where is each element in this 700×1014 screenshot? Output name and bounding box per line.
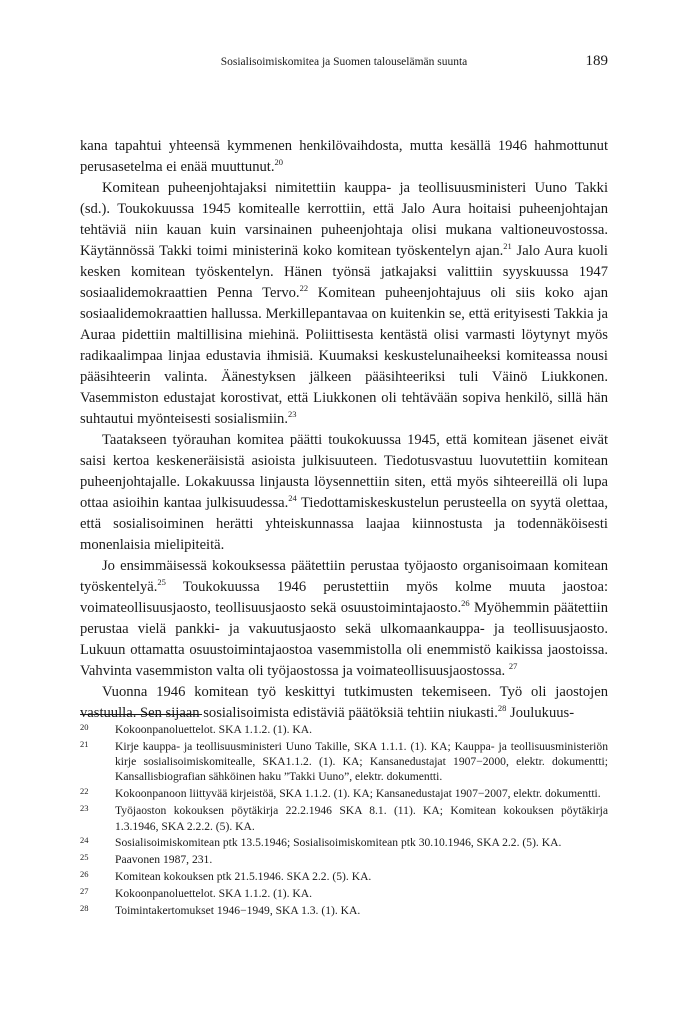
page-number: 189 [585,53,608,69]
paragraph-text: Toukokuussa 1946 perustettiin myös kolme muuta jaostoa: voimateollisuusjaosto, teollisuusjaosto sekä osuustoimintajaosto. [80,579,608,616]
footnote-reference[interactable]: 28 [497,703,507,714]
paragraph-text: Jalo Aura kuoli kesken komitean työskentelyn. Hänen työnsä jatkajaksi valittiin syyskuussa 1947 sosiaalidemokraattien Penna Tervo. [80,243,608,301]
footnote-number: 21 [80,738,89,749]
footnote-text: Toimintakertomukset 1946−1949, SKA 1.3. (1). KA. [115,904,361,918]
paragraph-text: Komitean puheenjohtajaksi nimitettiin kauppa- ja teollisuusministeri Uuno Takki (sd.). Toukokuussa 1945 komitealle kerrottiin, että Jalo Aura hoitaisi puheenjohtajan tehtäviä niin kauan kuin varsinainen puheenjohtaja olisi mukana valtioneuvostossa. Käytännössä Takki toimi ministerinä koko komitean työskentelyn ajan. [80,180,608,259]
paragraph-text: Taatakseen työrauhan komitea päätti toukokuussa 1945, että komitean jäsenet eivät saisi kertoa keskeneräisistä asioista julkisuuteen. Tiedotusvastuu luovutettiin komitean puheenjohtajalle. Lokakuussa linjausta löysennettiin siten, että myös sihteereillä oli lupa ottaa asioihin kantaa julkisuudessa. [80,432,608,511]
paragraph [80,556,608,682]
paragraph-text: Joulukuus- [506,705,575,721]
paragraph [80,178,608,430]
footnote [80,903,608,918]
footnote-text: Kokoonpanoluettelot. SKA 1.1.2. (1). KA. [115,723,313,736]
paragraph-text: Vuonna 1946 komitean työ keskittyi tutkimusten tekemiseen. Työ oli jaostojen vastuulla. Sen sijaan sosialisoimista edistäviä päätöksiä tehtiin niukasti. [80,684,608,721]
footnote-reference[interactable]: 24 [288,493,297,504]
footnote [80,739,608,785]
footnote-number: 26 [80,869,89,880]
footnote-number: 23 [80,803,89,814]
paragraph [80,136,608,178]
footnote-text: Sosialisoimiskomitean ptk 13.5.1946; Sosialisoimiskomitean ptk 30.10.1946, SKA 2.2. (5). KA. [115,836,562,850]
footnote [80,803,608,834]
paragraph-text: kana tapahtui yhteensä kymmenen henkilövaihdosta, mutta kesällä 1946 hahmottunut perusasetelma ei enää muuttunut. [80,138,608,175]
footnote-text: Työjaoston kokouksen pöytäkirja 22.2.1946 SKA 8.1. (11). KA; Komitean kokouksen pöytäkirja 1.3.1946, SKA 2.2.2. (5). KA. [115,804,608,833]
footnote [80,786,608,801]
paragraph [80,682,608,724]
footnote-number: 24 [80,835,89,846]
footnote-number: 27 [80,886,89,897]
footnote-number: 20 [80,722,89,732]
paragraph-text: Tiedottamiskeskustelun perusteella on syytä olettaa, että sosialisoiminen herätti yhteiskunnassa laajaa kiinnostusta ja todennäköisesti monenlaisia mielipiteitä. [80,495,608,553]
footnote-reference[interactable]: 21 [503,241,512,252]
paragraph-text: Myöhemmin päätettiin perustaa vielä pankki- ja vakuutusjaosto sekä ulkomaankauppa- ja teollisuusjaosto. Lukuun ottamatta osuustoimintajaostoa vasemmistolla oli enemmistö kaikissa jaostoissa. Vahvinta vasemmiston valta oli työjaostossa ja voimateollisuusjaostossa. [80,600,608,679]
footnote-reference[interactable]: 22 [299,283,309,294]
footnote-reference[interactable]: 20 [274,157,284,168]
footnote [80,835,608,850]
footnote [80,886,608,901]
footnote [80,852,608,867]
paragraph-text: Jo ensimmäisessä kokouksessa päätettiin perustaa työjaosto organisoimaan komitean työskentelyä. [80,558,608,595]
footnote-text: Kokoonpanoon liittyvää kirjeistöä, SKA 1.1.2. (1). KA; Kansanedustajat 1907−2007, elektr. dokumentti. [115,787,601,801]
running-header [80,53,608,73]
running-title: Sosialisoimiskomitea ja Suomen talouselämän suunta [220,56,468,68]
footnote-text: Kokoonpanoluettelot. SKA 1.1.2. (1). KA. [115,887,313,901]
paragraph [80,430,608,556]
footnote-number: 22 [80,786,89,797]
footnote-reference[interactable]: 23 [287,409,297,420]
footnote-reference[interactable]: 27 [508,661,518,672]
footnotes [80,722,608,920]
footnote-text: Kirje kauppa- ja teollisuusministeri Uuno Takille, SKA 1.1.1. (1). KA; Kauppa- ja teollisuusministeriön kirje sosialisoimiskomitealle, SKA1.1.2. (1). KA; Kansanedustajat 1907−2000, elektr. dokumentti; Kansallisbiografian sähköinen haku ”Takki Uuno”, elektr. dokumentti. [115,739,608,784]
footnote-number: 28 [80,903,89,914]
footnote [80,722,608,737]
footnote [80,869,608,884]
footnote-text: Komitean kokouksen ptk 21.5.1946. SKA 2.2. (5). KA. [115,870,372,884]
footnote-reference[interactable]: 26 [461,598,470,609]
footnote-reference[interactable]: 25 [157,577,166,588]
footnote-text: Paavonen 1987, 231. [115,853,213,867]
body-text [80,136,608,724]
paragraph-text: Komitean puheenjohtajuus oli siis koko ajan sosiaalidemokraattien hallussa. Merkillepantavaa on kuitenkin se, että erityisesti Takkia ja Auraa pidettiin maltillisina miehinä. Poliittisesta kentästä olisi varmasti löytynyt myös radikaalimpaa linjaa edustavia ihmisiä. Kuumaksi keskustelunaiheeksi komiteassa nousi pääsihteerin valinta. Äänestyksen jälkeen pääsihteeriksi tuli Väinö Liukkonen. Vasemmiston edustajat korostivat, että Liukkonen oli tehtävään sopiva henkilö, sillä hän suhtautui myönteisesti sosialismiin. [80,285,608,427]
footnote-number: 25 [80,852,89,863]
footnote-divider [80,714,202,715]
